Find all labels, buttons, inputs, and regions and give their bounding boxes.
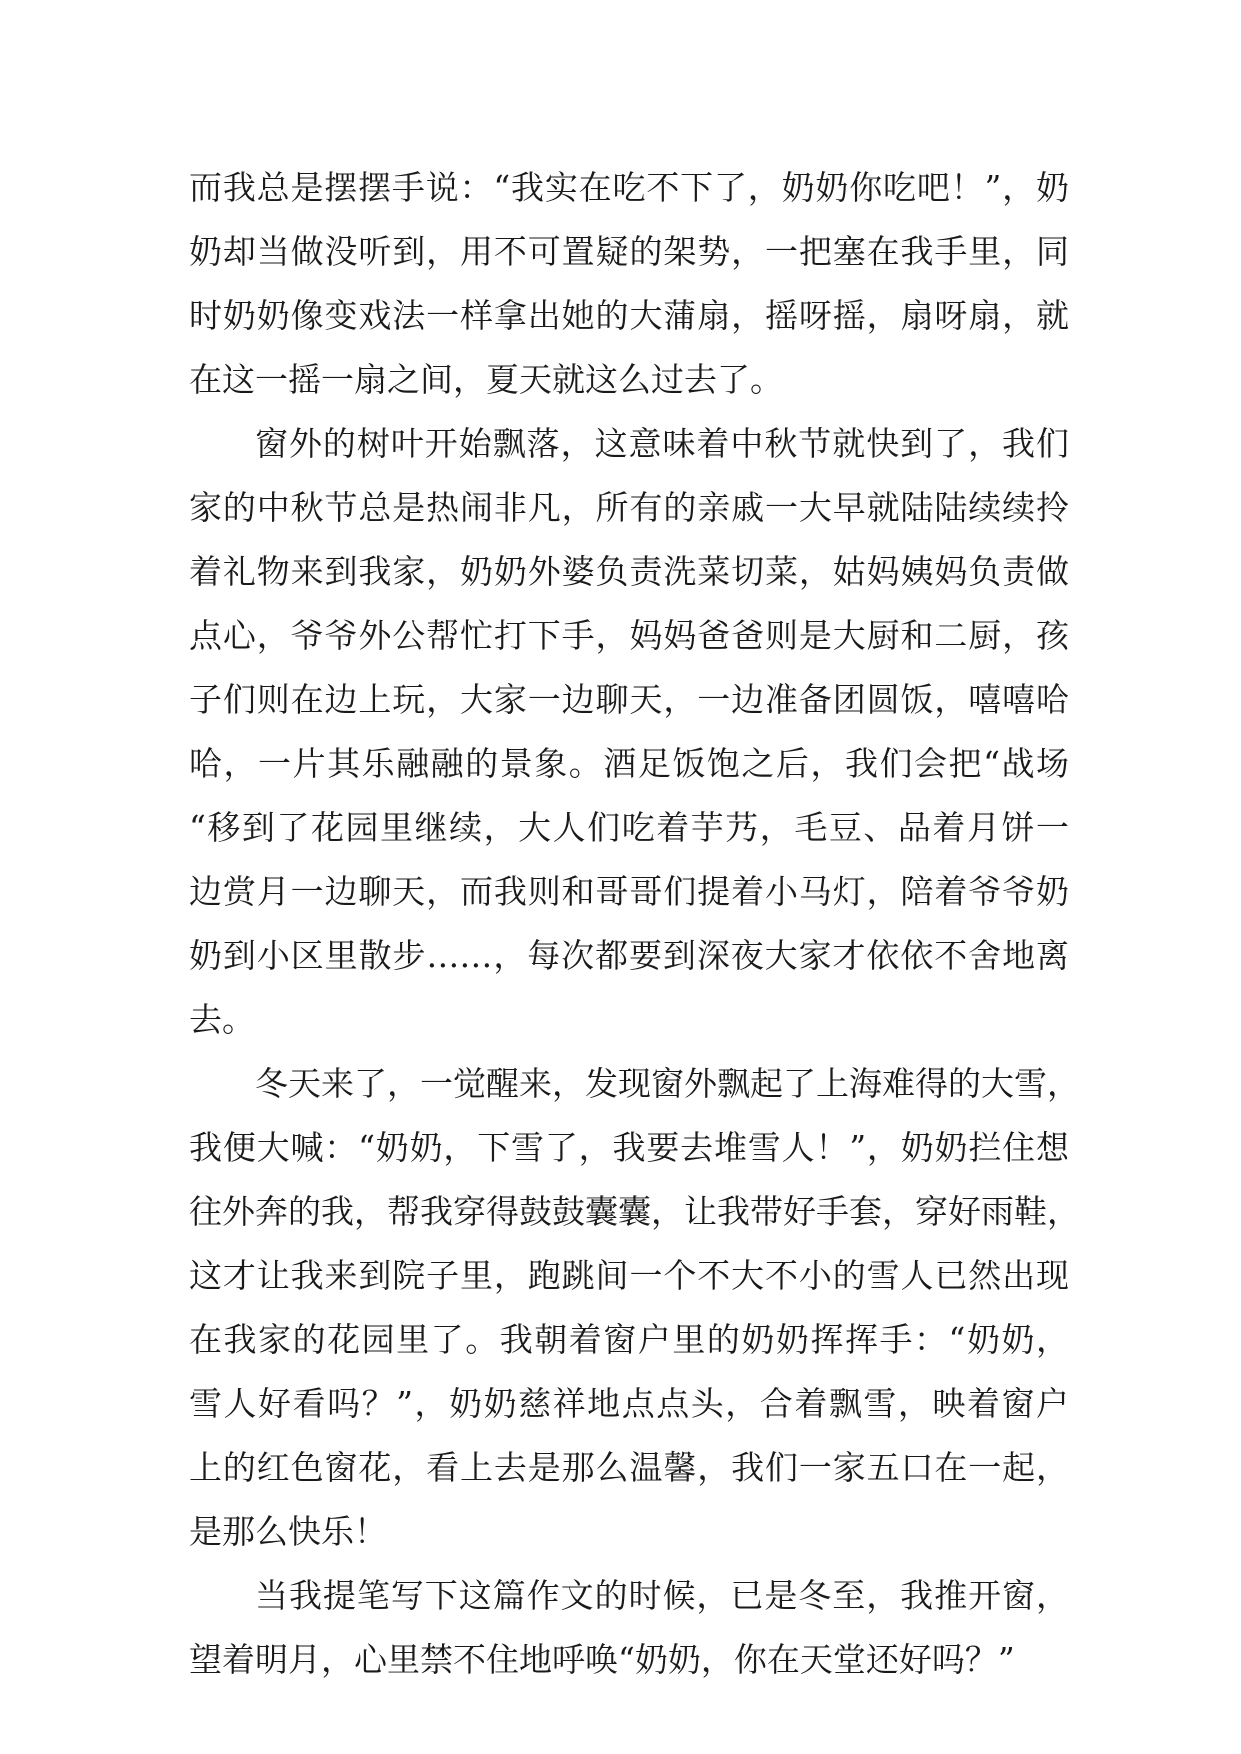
- text-line: 冬天来了，一觉醒来，发现窗外飘起了上海难得的大雪，: [255, 1064, 1080, 1103]
- text-line: 子们则在边上玩，大家一边聊天，一边准备团圆饭，嘻嘻哈: [189, 680, 1069, 719]
- paragraph-3: [189, 1052, 1080, 1564]
- text-line: 这才让我来到院子里，跑跳间一个不大不小的雪人已然出现: [189, 1256, 1069, 1295]
- text-line: 雪人好看吗？”，奶奶慈祥地点点头，合着飘雪，映着窗户: [189, 1384, 1069, 1423]
- text-line: 着礼物来到我家，奶奶外婆负责洗菜切菜，姑妈姨妈负责做: [189, 552, 1069, 591]
- text-line: 在这一摇一扇之间，夏天就这么过去了。: [189, 360, 783, 399]
- text-line: 窗外的树叶开始飘落，这意味着中秋节就快到了，我们: [255, 424, 1069, 463]
- essay-body: [189, 156, 1080, 1692]
- text-line: 往外奔的我，帮我穿得鼓鼓囊囊，让我带好手套，穿好雨鞋，: [189, 1192, 1080, 1231]
- text-line: 奶到小区里散步……，每次都要到深夜大家才依依不舍地离: [189, 936, 1069, 975]
- text-line: “移到了花园里继续，大人们吃着芋艿，毛豆、品着月饼一: [189, 808, 1069, 847]
- text-line: 当我提笔写下这篇作文的时候，已是冬至，我推开窗，: [255, 1576, 1069, 1615]
- text-line: 边赏月一边聊天，而我则和哥哥们提着小马灯，陪着爷爷奶: [189, 872, 1069, 911]
- text-line: 奶却当做没听到，用不可置疑的架势，一把塞在我手里，同: [189, 232, 1069, 271]
- text-line: 是那么快乐！: [189, 1512, 387, 1551]
- paragraph-1: [189, 156, 1069, 412]
- text-line: 点心，爷爷外公帮忙打下手，妈妈爸爸则是大厨和二厨，孩: [189, 616, 1069, 655]
- paragraph-4: [189, 1564, 1069, 1692]
- text-line: 在我家的花园里了。我朝着窗户里的奶奶挥挥手：“奶奶，: [189, 1320, 1069, 1359]
- text-line: 而我总是摆摆手说：“我实在吃不下了，奶奶你吃吧！”，奶: [189, 168, 1069, 207]
- text-line: 时奶奶像变戏法一样拿出她的大蒲扇，摇呀摇，扇呀扇，就: [189, 296, 1069, 335]
- text-line: 上的红色窗花，看上去是那么温馨，我们一家五口在一起，: [189, 1448, 1069, 1487]
- text-line: 望着明月，心里禁不住地呼唤“奶奶，你在天堂还好吗？”: [189, 1640, 1015, 1679]
- text-line: 去。: [189, 1000, 255, 1039]
- text-line: 哈，一片其乐融融的景象。酒足饭饱之后，我们会把“战场: [189, 744, 1069, 783]
- paragraph-2: [189, 412, 1069, 1052]
- text-line: 我便大喊：“奶奶，下雪了，我要去堆雪人！”，奶奶拦住想: [189, 1128, 1069, 1167]
- text-line: 家的中秋节总是热闹非凡，所有的亲戚一大早就陆陆续续拎: [189, 488, 1069, 527]
